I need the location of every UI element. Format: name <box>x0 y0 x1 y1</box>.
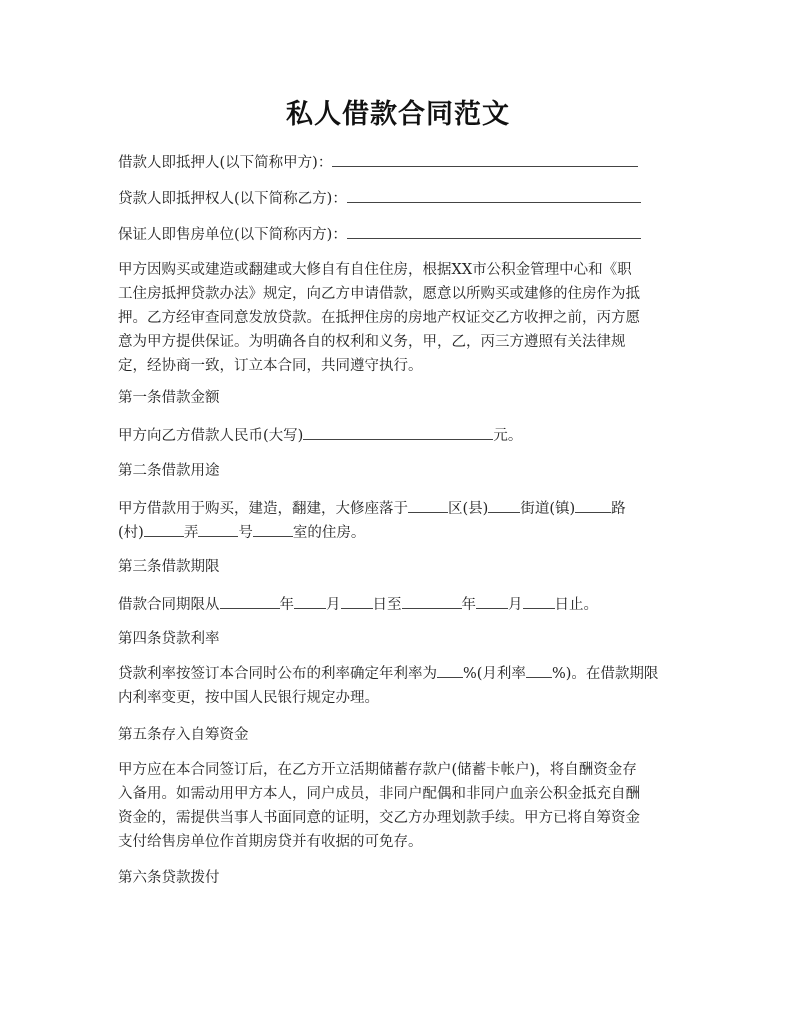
article-1-text-after: 元。 <box>493 428 523 444</box>
annual-rate-label: 贷款利率按签订本合同时公布的利率确定年利率为 <box>118 666 437 682</box>
end-year-blank <box>402 593 462 609</box>
district-label: 区(县) <box>448 501 489 517</box>
article-2-heading: 第二条借款用途 <box>118 463 220 479</box>
article-5-line: 入备用。如需动用甲方本人，同户成员，非同户配偶和非同户血亲公积金抵充自酬 <box>118 786 640 802</box>
year-label: 年 <box>279 597 294 613</box>
guarantor-blank <box>347 223 641 239</box>
article-5-line: 支付给售房单位作首期房贷并有收据的可免存。 <box>118 834 423 850</box>
article-1-text-before: 甲方向乙方借款人民币(大写) <box>118 428 304 444</box>
district-blank <box>488 497 520 513</box>
article-4-paragraph <box>118 662 683 710</box>
day-end-label: 日止。 <box>554 597 598 613</box>
lane-blank <box>198 521 238 537</box>
article-2-line-1 <box>118 497 626 519</box>
article-2-text-a: 甲方借款用于购买，建造，翻建，大修座落于 <box>118 501 408 517</box>
street-blank <box>575 497 611 513</box>
intro-line: 甲方因购买或建造或翻建或大修自有自住住房，根据XX市公积金管理中心和《职 <box>118 262 632 278</box>
room-label: 室的住房。 <box>292 525 366 541</box>
intro-line: 定，经协商一致，订立本合同，共同遵守执行。 <box>118 358 423 374</box>
number-blank <box>253 521 293 537</box>
end-month-blank <box>476 593 508 609</box>
monthly-rate-blank <box>526 662 552 678</box>
article-3-heading: 第三条借款期限 <box>118 559 220 575</box>
article-5-line: 甲方应在本合同签订后，在乙方开立活期储蓄存款户(储蓄卡帐户)，将自酬资金存 <box>118 762 637 778</box>
lane-label: 弄 <box>183 525 199 541</box>
article-1-heading: 第一条借款金额 <box>118 390 220 406</box>
article-4-line-2: 内利率变更，按中国人民银行规定办理。 <box>118 690 379 706</box>
borrower-line <box>118 151 638 173</box>
document-title: 私人借款合同范文 <box>286 99 510 130</box>
start-year-blank <box>220 593 280 609</box>
monthly-rate-label: %(月利率 <box>463 666 526 682</box>
borrower-blank <box>332 151 638 167</box>
article-1-text <box>118 424 522 446</box>
road-label: 路 <box>611 501 626 517</box>
lender-label: 贷款人即抵押权人(以下简称乙方)： <box>118 191 347 207</box>
intro-line: 押。乙方经审查同意发放贷款。在抵押住房的房地产权证交乙方收押之前，丙方愿 <box>118 310 640 326</box>
article-2-line-2 <box>118 521 365 543</box>
village-blank <box>144 521 184 537</box>
lender-blank <box>347 187 641 203</box>
month-label: 月 <box>326 597 341 613</box>
guarantor-label: 保证人即售房单位(以下简称丙方)： <box>118 227 347 243</box>
end-day-blank <box>523 593 555 609</box>
annual-rate-blank <box>437 662 463 678</box>
number-label: 号 <box>238 525 253 541</box>
guarantor-line <box>118 223 641 245</box>
borrower-label: 借款人即抵押人(以下简称甲方)： <box>118 155 333 171</box>
intro-paragraph <box>118 258 683 378</box>
rate-suffix: %)。在借款期限 <box>551 666 659 682</box>
start-month-blank <box>294 593 326 609</box>
day-to-label: 日至 <box>372 597 402 613</box>
intro-line: 意为甲方提供保证。为明确各自的权利和义务，甲，乙，丙三方遵照有关法律规 <box>118 334 626 350</box>
location-blank <box>408 497 448 513</box>
article-6-heading: 第六条贷款拨付 <box>118 870 220 886</box>
article-5-line: 资金的，需提供当事人书面同意的证明，交乙方办理划款手续。甲方已将自筹资金 <box>118 810 640 826</box>
article-4-line-1 <box>118 662 683 686</box>
start-day-blank <box>341 593 373 609</box>
village-label: (村) <box>118 525 144 541</box>
amount-blank <box>303 424 493 440</box>
intro-line: 工住房抵押贷款办法》规定，向乙方申请借款，愿意以所购买或建修的住房作为抵 <box>118 286 640 302</box>
street-label: 街道(镇) <box>520 501 576 517</box>
lender-line <box>118 187 641 209</box>
article-3-text <box>118 593 598 615</box>
month-label: 月 <box>508 597 523 613</box>
article-5-paragraph <box>118 758 683 854</box>
term-from-label: 借款合同期限从 <box>118 597 220 613</box>
article-4-heading: 第四条贷款利率 <box>118 631 220 647</box>
year-label: 年 <box>461 597 476 613</box>
article-5-heading: 第五条存入自筹资金 <box>118 727 249 743</box>
